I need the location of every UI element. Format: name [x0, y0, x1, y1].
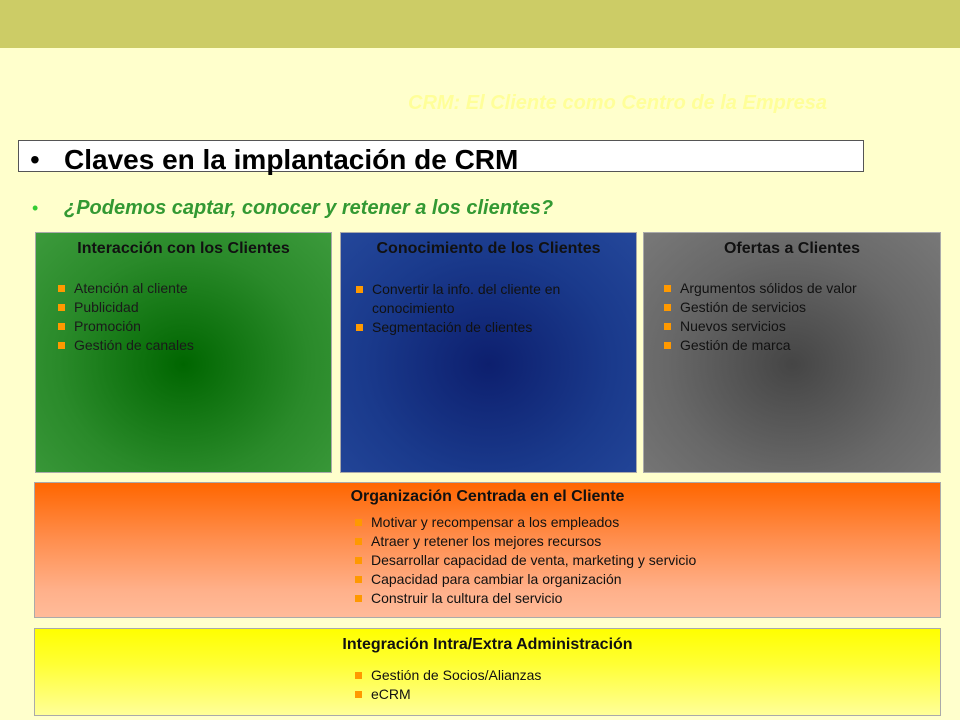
panel-title: Organización Centrada en el Cliente	[350, 488, 625, 505]
panel-list	[58, 279, 194, 355]
panel-organizacion-centrada[interactable]	[34, 482, 941, 618]
list-item: Nuevos servicios	[664, 317, 857, 336]
square-bullet-icon	[58, 285, 65, 292]
panel-title: Interacción con los Clientes	[77, 240, 290, 257]
list-item: Atraer y retener los mejores recursos	[355, 532, 696, 551]
list-item: Promoción	[58, 317, 194, 336]
list-item: Capacidad para cambiar la organización	[355, 570, 696, 589]
list-item: Desarrollar capacidad de venta, marketing y servicio	[355, 551, 696, 570]
square-bullet-icon	[355, 691, 362, 698]
slide-title[interactable]: Claves en la implantación de CRM	[64, 144, 519, 175]
square-bullet-icon	[664, 285, 671, 292]
slide-subtitle[interactable]: ¿Podemos captar, conocer y retener a los clientes?	[64, 197, 554, 219]
list-item: Atención al cliente	[58, 279, 194, 298]
list-item: Publicidad	[58, 298, 194, 317]
panel-title: Conocimiento de los Clientes	[376, 240, 601, 257]
panel-interaccion-clientes[interactable]	[35, 232, 332, 473]
panel-integracion-administracion[interactable]	[34, 628, 941, 716]
panel-list	[356, 280, 560, 337]
panel-list	[664, 279, 857, 355]
top-bar	[0, 0, 960, 48]
square-bullet-icon	[664, 323, 671, 330]
square-bullet-icon	[355, 576, 362, 583]
slide-watermark-title: CRM: El Cliente como Centro de la Empresa	[408, 92, 827, 114]
list-item: Argumentos sólidos de valor	[664, 279, 857, 298]
square-bullet-icon	[58, 304, 65, 311]
square-bullet-icon	[355, 557, 362, 564]
list-item: Motivar y recompensar a los empleados	[355, 513, 696, 532]
list-item: Gestión de Socios/Alianzas	[355, 666, 541, 685]
list-item: eCRM	[355, 685, 541, 704]
list-item: Construir la cultura del servicio	[355, 589, 696, 608]
list-item: conocimiento	[372, 300, 455, 316]
square-bullet-icon	[355, 538, 362, 545]
panel-list	[355, 666, 541, 704]
square-bullet-icon	[355, 595, 362, 602]
square-bullet-icon	[355, 672, 362, 679]
square-bullet-icon	[356, 324, 363, 331]
title-bullet: •	[30, 144, 40, 175]
list-item: Segmentación de clientes	[356, 318, 560, 337]
list-item: Gestión de servicios	[664, 298, 857, 317]
square-bullet-icon	[664, 342, 671, 349]
panel-title: Ofertas a Clientes	[723, 240, 861, 257]
square-bullet-icon	[356, 286, 363, 293]
panel-ofertas-clientes[interactable]	[643, 232, 941, 473]
list-item: Gestión de marca	[664, 336, 857, 355]
list-item: Gestión de canales	[58, 336, 194, 355]
square-bullet-icon	[355, 519, 362, 526]
square-bullet-icon	[58, 342, 65, 349]
list-item: Convertir la info. del cliente en	[356, 280, 560, 299]
panel-conocimiento-clientes[interactable]	[340, 232, 637, 473]
square-bullet-icon	[664, 304, 671, 311]
square-bullet-icon	[58, 323, 65, 330]
panel-title: Integración Intra/Extra Administración	[342, 636, 633, 653]
panel-list	[355, 513, 696, 608]
subtitle-bullet: •	[32, 198, 39, 218]
